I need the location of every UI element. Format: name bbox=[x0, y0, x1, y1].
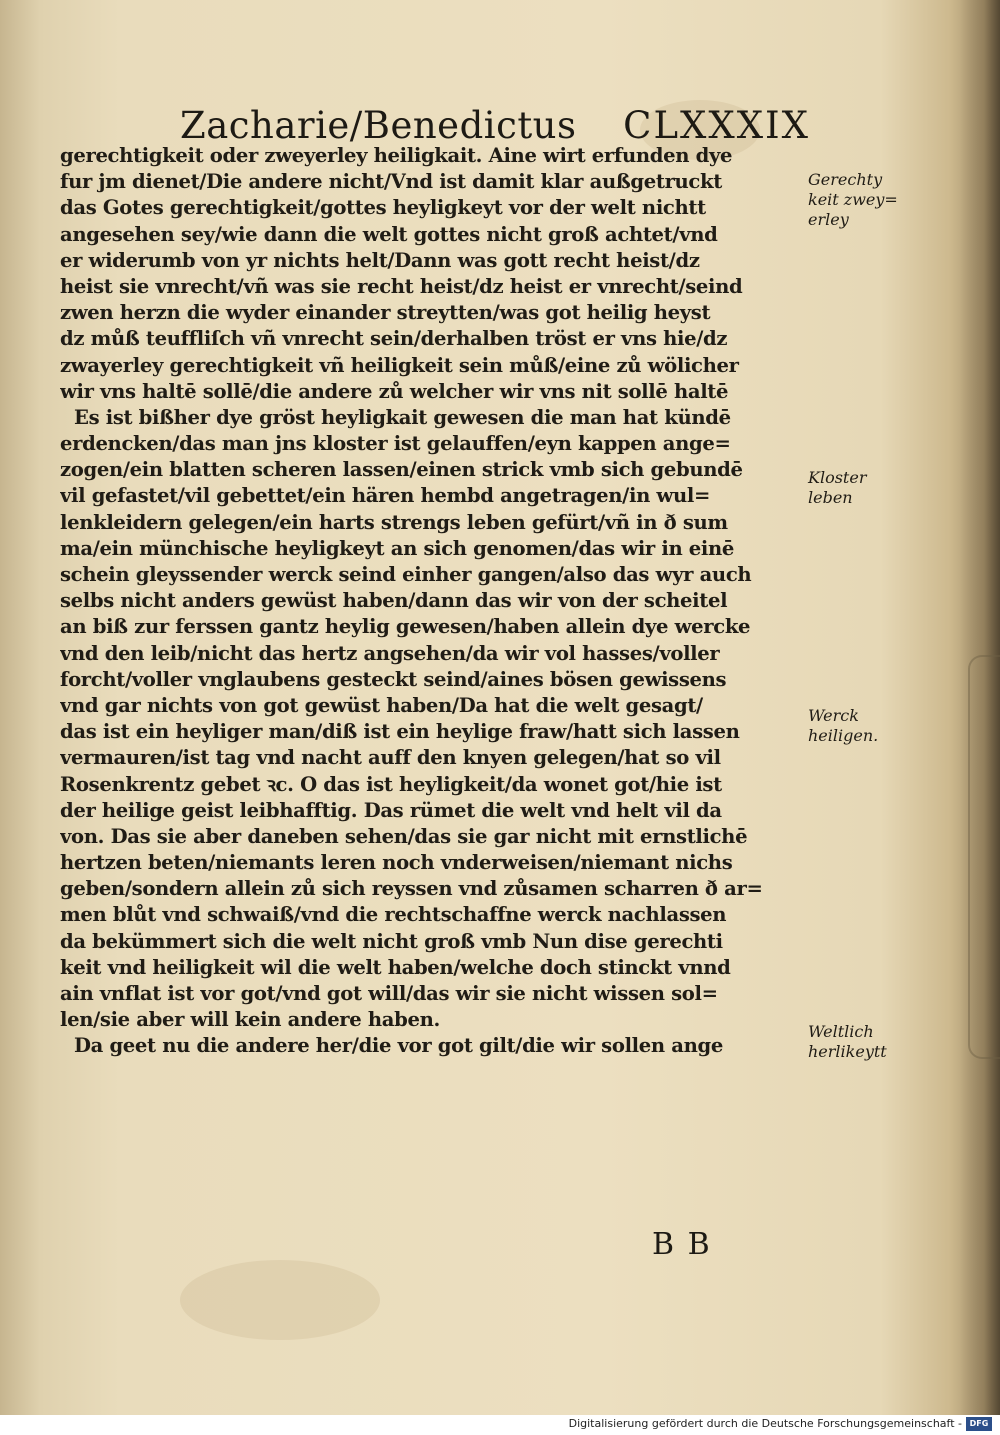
text-line: angesehen sey/wie dann die welt gottes nicht groß achtet/vnd bbox=[60, 222, 718, 246]
margin-note: Weltlich herlikeytt bbox=[808, 1022, 887, 1061]
text-line: hertzen beten/niemants leren noch vnderweisen/niemant nichs bbox=[60, 851, 733, 875]
text-line: das ist ein heyliger man/diß ist ein heylige fraw/hatt sich lassen bbox=[60, 720, 740, 744]
text-line: selbs nicht anders gewüst haben/dann das wir von der scheitel bbox=[60, 589, 728, 613]
text-line: da bekümmert sich die welt nicht groß vmb Nun dise gerechti bbox=[60, 929, 723, 953]
text-line: len/sie aber will kein andere haben. bbox=[60, 1008, 440, 1032]
text-line: forcht/voller vnglaubens gesteckt seind/aines bösen gewissens bbox=[60, 667, 727, 691]
running-title: Zacharie/Benedictus bbox=[180, 104, 577, 147]
text-line: zogen/ein blatten scheren lassen/einen strick vmb sich gebundē bbox=[60, 458, 743, 482]
margin-note: Gerechty keit zwey= erley bbox=[808, 170, 898, 229]
text-line: lenkleidern gelegen/ein harts strengs leben gefürt/vñ in ð sum bbox=[60, 510, 728, 534]
text-line: geben/sondern allein zů sich reyssen vnd zůsamen scharren ð ar= bbox=[60, 877, 763, 901]
text-line: der heilige geist leibhafftig. Das rümet die welt vnd helt vil da bbox=[60, 798, 722, 822]
text-line: ma/ein münchische heyligkeyt an sich genomen/das wir in einē bbox=[60, 536, 735, 560]
text-line: erdencken/das man jns kloster ist gelauffen/eyn kappen ange= bbox=[60, 432, 731, 456]
text-line: schein gleyssender werck seind einher gangen/also das wyr auch bbox=[60, 563, 752, 586]
text-line: an biß zur ferssen gantz heylig gewesen/haben allein dye wercke bbox=[60, 615, 751, 639]
text-line: Es ist bißher dye gröst heyligkait gewesen die man hat kündē bbox=[74, 405, 731, 429]
text-line: dz můß teuffliſch vñ vnrecht sein/derhalben tröst er vns hie/dz bbox=[60, 327, 728, 351]
text-line: das Gotes gerechtigkeit/gottes heyligkeyt vor der welt nichtt bbox=[60, 196, 706, 220]
text-line: er widerumb von yr nichts helt/Dann was gott recht heist/dz bbox=[60, 248, 700, 272]
folio-number: CLXXXIX bbox=[623, 104, 810, 147]
text-line: keit vnd heiligkeit wil die welt haben/welche doch stinckt vnnd bbox=[60, 955, 731, 979]
text-line: vil gefastet/vil gebettet/ein hären hembd angetragen/in wul= bbox=[60, 484, 711, 508]
margin-note: Kloster leben bbox=[808, 468, 867, 507]
text-line: fur jm dienet/Die andere nicht/Vnd ist damit klar außgetruckt bbox=[60, 170, 722, 194]
text-line: gerechtigkeit oder zweyerley heiligkait. Aine wirt erfunden dye bbox=[60, 144, 733, 167]
text-line: men blůt vnd schwaiß/vnd die rechtschaffne werck nachlassen bbox=[60, 903, 727, 927]
text-line: vermauren/ist tag vnd nacht auff den knyen gelegen/hat so vil bbox=[60, 746, 721, 770]
signature-mark: B B bbox=[652, 1227, 712, 1262]
footer-credit: Digitalisierung gefördert durch die Deutsche Forschungsgemeinschaft - bbox=[568, 1417, 962, 1430]
foxing-stain bbox=[180, 1260, 380, 1340]
text-line: vnd den leib/nicht das hertz angsehen/da wir vol hasses/voller bbox=[60, 641, 720, 665]
footer-bar bbox=[0, 1415, 1000, 1435]
text-line: ain vnflat ist vor got/vnd got will/das wir sie nicht wissen sol= bbox=[60, 982, 718, 1005]
text-line: zwayerley gerechtigkeit vñ heiligkeit sein můß/eine zů wölicher bbox=[60, 353, 739, 377]
page-tab-outline bbox=[968, 655, 1000, 1059]
dfg-logo-icon: DFG bbox=[966, 1417, 992, 1431]
text-line: heist sie vnrecht/vñ was sie recht heist/dz heist er vnrecht/seind bbox=[60, 274, 743, 298]
text-line: zwen herzn die wyder einander streytten/was got heilig heyst bbox=[60, 301, 711, 325]
text-line: vnd gar nichts von got gewüst haben/Da hat die welt gesagt/ bbox=[60, 693, 703, 717]
text-line: von. Das sie aber daneben sehen/das sie gar nicht mit ernstlichē bbox=[60, 824, 748, 848]
margin-note: Werck heiligen. bbox=[808, 706, 879, 745]
text-line: Da geet nu die andere her/die vor got gilt/die wir sollen ange bbox=[74, 1034, 723, 1058]
text-line: wir vns haltē sollē/die andere zů welcher wir vns nit sollē haltē bbox=[60, 379, 729, 403]
body-text bbox=[60, 143, 805, 1060]
text-line: Rosenkrentz gebet ꝛc. O das ist heyligkeit/da wonet got/hie ist bbox=[60, 772, 722, 796]
